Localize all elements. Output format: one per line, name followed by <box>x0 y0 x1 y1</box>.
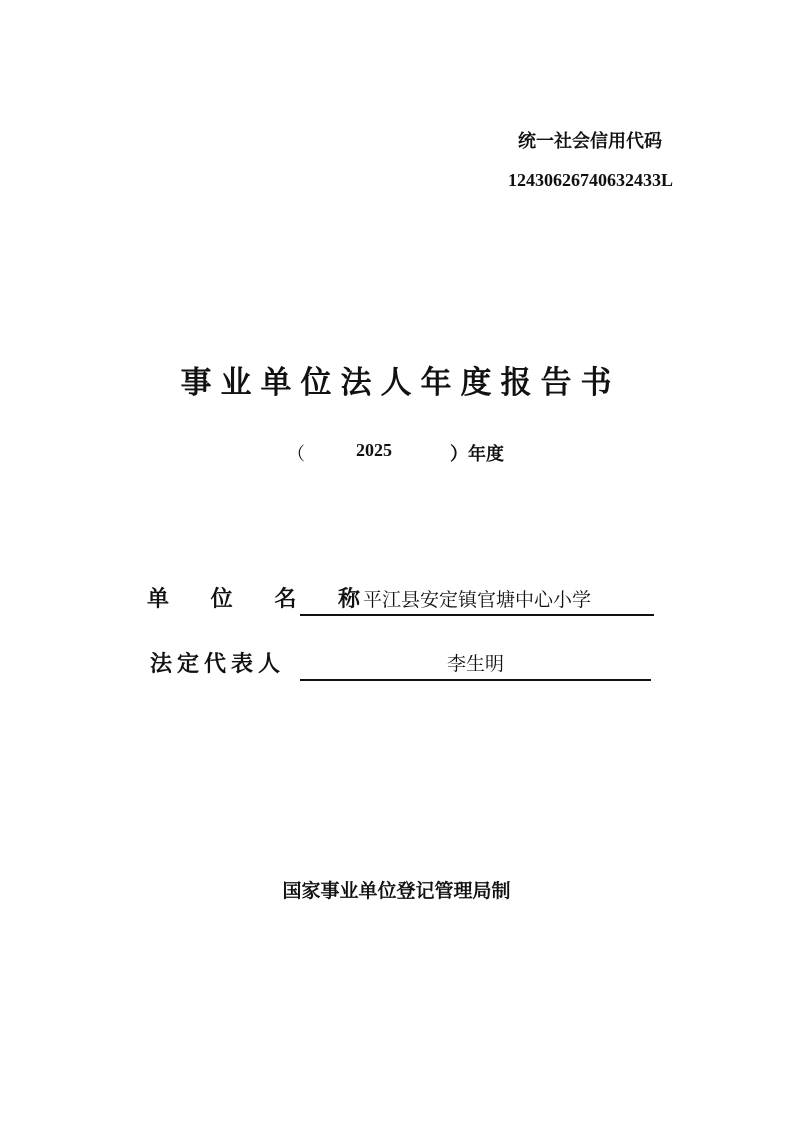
report-title: 事业单位法人年度报告书 <box>180 365 621 401</box>
credit-code-label: 统一社会信用代码 <box>518 131 662 152</box>
unit-name-underline <box>300 614 654 616</box>
legal-representative-value: 李生明 <box>446 653 504 675</box>
credit-code-value: 12430626740632433L <box>508 170 674 190</box>
year-suffix: ）年度 <box>450 444 504 465</box>
report-year: 2025 <box>356 440 392 460</box>
legal-representative-underline <box>300 679 651 681</box>
issuing-authority: 国家事业单位登记管理局制 <box>282 880 511 902</box>
unit-name-value: 平江县安定镇官塘中心小学 <box>362 589 591 611</box>
year-open-paren: （ <box>287 444 305 465</box>
legal-representative-label: 法定代表人 <box>150 652 286 677</box>
unit-name-label: 单 位 名 称 <box>147 587 377 612</box>
